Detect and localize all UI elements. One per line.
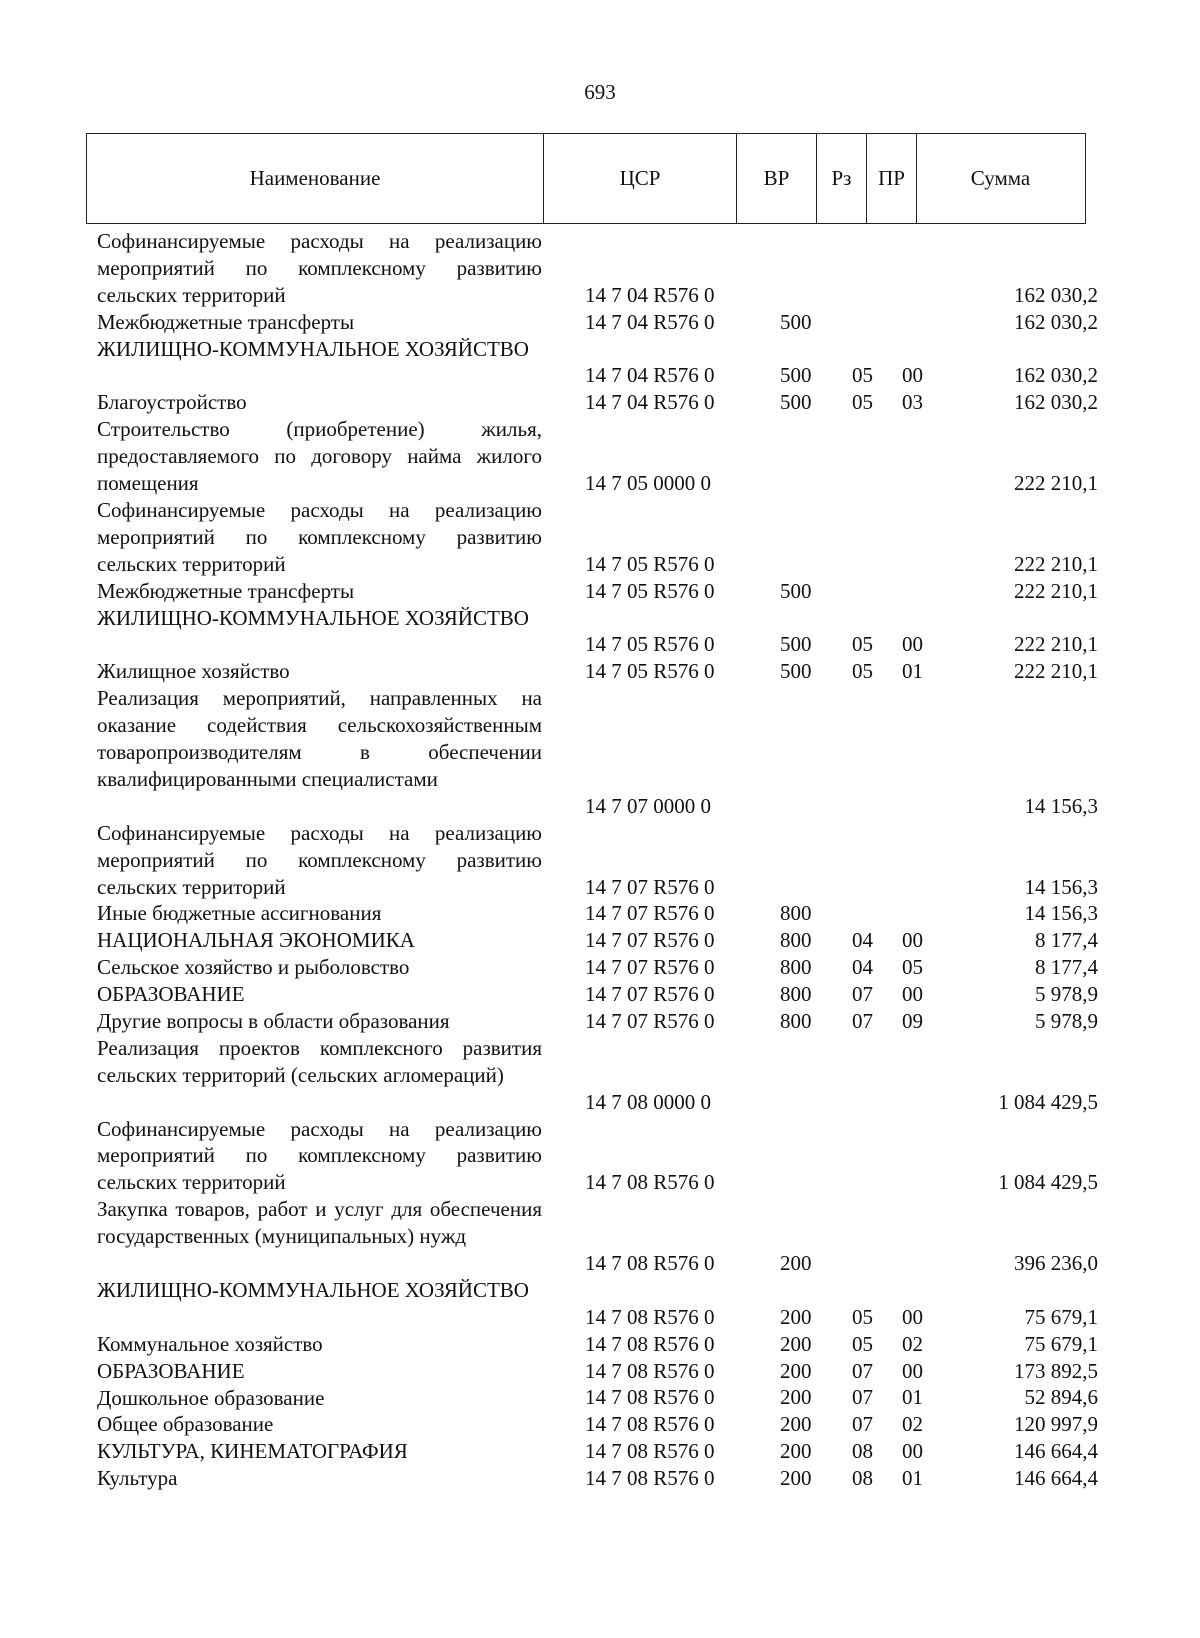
row-name: Благоустройство [97,390,247,415]
table-row [0,927,1200,954]
row-vr: 200 [780,1331,812,1356]
table-row [0,1385,1200,1412]
row-rz: 07 [852,1412,873,1437]
row-rz: 05 [852,1304,873,1329]
row-name: ОБРАЗОВАНИЕ [97,1358,245,1383]
row-csr: 14 7 08 R576 0 [585,1439,715,1464]
row-csr: 14 7 07 R576 0 [585,1008,715,1033]
row-name: ОБРАЗОВАНИЕ [97,982,245,1007]
table-row [0,954,1200,981]
row-rz: 05 [852,632,873,657]
row-csr: 14 7 08 R576 0 [585,1466,715,1491]
row-csr: 14 7 08 R576 0 [585,1251,715,1276]
row-pr: 01 [902,659,923,684]
row-csr: 14 7 08 0000 0 [585,1089,711,1114]
row-csr: 14 7 05 R576 0 [585,659,715,684]
row-csr: 14 7 07 R576 0 [585,955,715,980]
row-sum: 8 177,4 [1035,928,1098,953]
row-sum: 1 084 429,5 [998,1089,1098,1114]
header-pr: ПР [867,134,917,223]
row-csr: 14 7 08 R576 0 [585,1385,715,1410]
table-row [0,900,1200,927]
row-rz: 07 [852,1008,873,1033]
row-vr: 800 [780,901,812,926]
row-vr: 200 [780,1412,812,1437]
row-sum: 162 030,2 [1014,309,1098,334]
row-pr: 02 [902,1412,923,1437]
row-csr: 14 7 04 R576 0 [585,282,715,307]
row-csr: 14 7 07 R576 0 [585,982,715,1007]
row-name: НАЦИОНАЛЬНАЯ ЭКОНОМИКА [97,928,415,953]
row-sum: 8 177,4 [1035,955,1098,980]
page-number: 693 [584,80,616,104]
row-csr: 14 7 08 R576 0 [585,1331,715,1356]
row-name: Другие вопросы в области образования [97,1008,450,1033]
row-pr: 03 [902,390,923,415]
row-sum: 120 997,9 [1014,1412,1098,1437]
row-rz: 05 [852,390,873,415]
row-pr: 01 [902,1466,923,1491]
table-row [0,685,1200,820]
table-row [0,658,1200,685]
table-row [0,389,1200,416]
table-header [86,133,1086,224]
table-row [0,981,1200,1008]
row-name: Жилищное хозяйство [97,659,290,684]
row-vr: 800 [780,928,812,953]
row-pr: 00 [902,1304,923,1329]
row-name: ЖИЛИЩНО-КОММУНАЛЬНОЕ ХОЗЯЙСТВО [97,1277,529,1302]
row-rz: 05 [852,1331,873,1356]
row-csr: 14 7 07 R576 0 [585,928,715,953]
row-csr: 14 7 08 R576 0 [585,1304,715,1329]
row-csr: 14 7 08 R576 0 [585,1170,715,1195]
row-pr: 00 [902,632,923,657]
table-row [0,1358,1200,1385]
row-name: Софинансируемые расходы на реализацию мероприятий по комплексному развитию сельских территорий [97,229,542,307]
row-name: Культура [97,1466,178,1491]
row-vr: 800 [780,1008,812,1033]
row-vr: 500 [780,659,812,684]
row-name: Межбюджетные трансферты [97,309,355,334]
row-sum: 396 236,0 [1014,1251,1098,1276]
row-csr: 14 7 04 R576 0 [585,390,715,415]
row-sum: 222 210,1 [1014,578,1098,603]
row-sum: 5 978,9 [1035,1008,1098,1033]
row-name: Межбюджетные трансферты [97,578,355,603]
row-name: Реализация проектов комплексного развития сельских территорий (сельских агломераций) [97,1035,542,1087]
row-sum: 162 030,2 [1014,363,1098,388]
table-row [0,578,1200,605]
row-rz: 04 [852,928,873,953]
row-sum: 222 210,1 [1014,632,1098,657]
table-body [0,228,1200,1492]
table-row [0,1116,1200,1197]
row-vr: 200 [780,1304,812,1329]
row-csr: 14 7 05 R576 0 [585,551,715,576]
row-vr: 200 [780,1385,812,1410]
row-sum: 173 892,5 [1014,1358,1098,1383]
row-vr: 800 [780,982,812,1007]
table-row [0,309,1200,336]
header-vr: ВР [737,134,817,223]
row-csr: 14 7 08 R576 0 [585,1412,715,1437]
table-row [0,1411,1200,1438]
header-rz: Рз [817,134,867,223]
table-row [0,336,1200,390]
row-name: Закупка товаров, работ и услуг для обеспечения государственных (муниципальных) нужд [97,1197,542,1249]
row-vr: 200 [780,1251,812,1276]
row-sum: 222 210,1 [1014,659,1098,684]
row-name: Дошкольное образование [97,1385,325,1410]
row-sum: 146 664,4 [1014,1439,1098,1464]
row-rz: 08 [852,1466,873,1491]
row-pr: 00 [902,982,923,1007]
row-name: Общее образование [97,1412,274,1437]
row-pr: 02 [902,1331,923,1356]
row-csr: 14 7 07 R576 0 [585,901,715,926]
table-row [0,1196,1200,1277]
row-sum: 5 978,9 [1035,982,1098,1007]
table-row [0,497,1200,578]
row-pr: 00 [902,928,923,953]
table-row [0,1035,1200,1116]
table-row [0,1008,1200,1035]
header-name: Наименование [87,134,544,223]
row-rz: 08 [852,1439,873,1464]
row-sum: 222 210,1 [1014,471,1098,496]
row-name: Строительство (приобретение) жилья, предоставляемого по договору найма жилого помещения [97,417,542,496]
row-sum: 75 679,1 [1024,1304,1098,1329]
row-rz: 04 [852,955,873,980]
row-pr: 00 [902,1439,923,1464]
row-csr: 14 7 05 R576 0 [585,578,715,603]
table-row [0,1331,1200,1358]
row-rz: 07 [852,1358,873,1383]
table-row [0,1465,1200,1492]
row-rz: 05 [852,659,873,684]
row-sum: 52 894,6 [1024,1385,1098,1410]
row-name: Сельское хозяйство и рыболовство [97,955,410,980]
row-vr: 500 [780,309,812,334]
table-row [0,228,1200,309]
row-vr: 200 [780,1358,812,1383]
row-csr: 14 7 05 R576 0 [585,632,715,657]
row-vr: 500 [780,363,812,388]
row-name: Реализация мероприятий, направленных на оказание содействия сельскохозяйственным товаропроизводителям в обеспечении квалифицированными специалистами [97,686,542,791]
row-vr: 500 [780,390,812,415]
row-sum: 146 664,4 [1014,1466,1098,1491]
row-rz: 07 [852,982,873,1007]
row-sum: 162 030,2 [1014,390,1098,415]
row-rz: 05 [852,363,873,388]
row-sum: 14 156,3 [1024,901,1098,926]
row-pr: 01 [902,1385,923,1410]
row-vr: 200 [780,1466,812,1491]
row-csr: 14 7 04 R576 0 [585,309,715,334]
row-name: Коммунальное хозяйство [97,1331,323,1356]
row-sum: 222 210,1 [1014,551,1098,576]
row-pr: 09 [902,1008,923,1033]
table-row [0,1438,1200,1465]
table-row [0,605,1200,659]
header-csr: ЦСР [544,134,737,223]
row-csr: 14 7 04 R576 0 [585,363,715,388]
row-sum: 14 156,3 [1024,874,1098,899]
row-name: Софинансируемые расходы на реализацию мероприятий по комплексному развитию сельских территорий [97,1116,542,1195]
table-row [0,820,1200,901]
row-name: КУЛЬТУРА, КИНЕМАТОГРАФИЯ [97,1439,408,1464]
row-csr: 14 7 05 0000 0 [585,471,711,496]
row-csr: 14 7 07 0000 0 [585,793,711,818]
row-pr: 00 [902,1358,923,1383]
row-name: Софинансируемые расходы на реализацию мероприятий по комплексному развитию сельских территорий [97,497,542,576]
row-csr: 14 7 08 R576 0 [585,1358,715,1383]
row-csr: 14 7 07 R576 0 [585,874,715,899]
header-sum: Сумма [970,166,1031,190]
row-vr: 500 [780,578,812,603]
row-sum: 14 156,3 [1024,793,1098,818]
row-pr: 00 [902,363,923,388]
row-name: ЖИЛИЩНО-КОММУНАЛЬНОЕ ХОЗЯЙСТВО [97,605,529,630]
table-row [0,1277,1200,1331]
row-rz: 07 [852,1385,873,1410]
row-pr: 05 [902,955,923,980]
row-name: Иные бюджетные ассигнования [97,901,382,926]
row-vr: 800 [780,955,812,980]
row-sum: 162 030,2 [1014,282,1098,307]
row-sum: 1 084 429,5 [998,1170,1098,1195]
table-row [0,416,1200,497]
row-sum: 75 679,1 [1024,1331,1098,1356]
row-vr: 500 [780,632,812,657]
row-name: Софинансируемые расходы на реализацию мероприятий по комплексному развитию сельских территорий [97,820,542,899]
row-vr: 200 [780,1439,812,1464]
row-name: ЖИЛИЩНО-КОММУНАЛЬНОЕ ХОЗЯЙСТВО [97,336,529,361]
